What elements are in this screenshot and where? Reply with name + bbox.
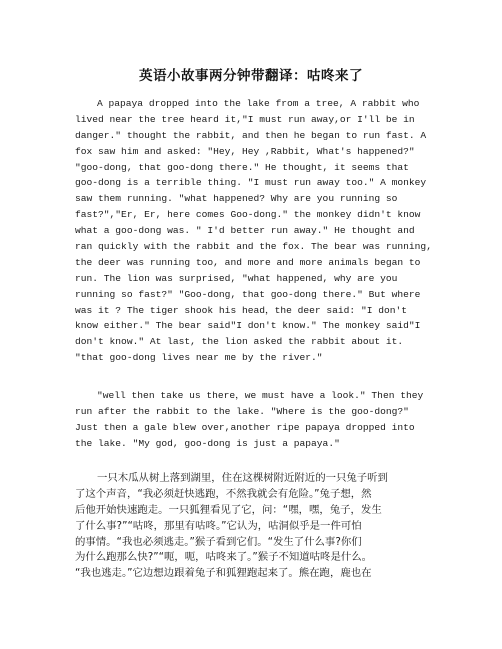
- text-line: was it ? The tiger shook his head，the deer said: "I don't: [75, 304, 407, 316]
- english-paragraph-2: [75, 388, 435, 452]
- text-line: lived near the tree heard it,"I must run away,or I'll be in: [75, 113, 415, 125]
- text-line: goo-dong is a terrible thing. "I must run away too." A monkey: [75, 177, 427, 189]
- text-line: "well then take us there，we must have a look." Then they: [97, 390, 424, 401]
- text-line: running so fast?" "Goo-dong, that goo-dong there." But where: [75, 288, 421, 300]
- text-line: know either." The bear said"I don't know." The monkey said"I: [75, 320, 421, 332]
- text-line: “我也逃走。”它边想边跟着兔子和狐狸跑起来了。熊在跑，鹿也在: [75, 567, 372, 580]
- text-line: "that goo-dong lives near me by the river.": [75, 352, 323, 364]
- text-line: 为什么跑那么快?”“呃，呃，咕咚来了。”猴子不知道咕咚是什么。: [75, 551, 373, 564]
- text-line: fast?","Er, Er, here comes Goo-dong." the monkey didn't know: [75, 209, 421, 221]
- text-line: A papaya dropped into the lake from a tree, A rabbit who: [97, 98, 420, 109]
- text-line: 的事情。“我也必须逃走。”猴子看到它们。“发生了什么事?你们: [75, 535, 362, 548]
- text-line: ran quickly with the rabbit and the fox. The bear was running,: [75, 241, 432, 253]
- text-line: danger." thought the rabbit, and then he began to run fast. A: [75, 129, 427, 141]
- document-title: 英语小故事两分钟带翻译：咕咚来了: [139, 68, 363, 84]
- text-line: 了这个声音，“我必须赶快逃跑，不然我就会有危险。”兔子想，然: [75, 487, 372, 500]
- text-line: what a goo-dong was. " I'd better run away." He thought and: [75, 225, 415, 237]
- text-line: run. The lion was surprised, "what happened, why are you: [75, 272, 398, 284]
- text-line: 一只木瓜从树上落到湖里，住在这棵树附近附近的一只兔子听到: [97, 472, 388, 484]
- text-line: run after the rabbit to the lake. "Where is the goo-dong?": [75, 405, 409, 417]
- chinese-paragraph: [75, 471, 435, 582]
- text-line: "goo-dong, that goo-dong there." He thought, it seems that: [75, 161, 409, 173]
- text-line: Just then a gale blew over,another ripe papaya dropped into: [75, 421, 415, 433]
- text-line: don't know." At last, the lion asked the rabbit about it.: [75, 336, 404, 348]
- text-line: the deer was running too, and more and more animals began to: [75, 256, 421, 268]
- text-line: 了什么事?”“咕咚，那里有咕咚。”它认为，咕洞似乎是一件可怕: [75, 519, 362, 532]
- text-line: the lake. "My god, goo-dong is just a papaya.": [75, 437, 340, 449]
- english-paragraph-1: [75, 96, 435, 366]
- text-line: 后他开始快速跑走。一只狐狸看见了它，问：“嘿，嘿，兔子，发生: [75, 503, 382, 516]
- text-line: fox saw him and asked: "Hey, Hey ,Rabbit, What's happened?": [75, 145, 415, 157]
- text-line: saw them running. "what happened? Why are you running so: [75, 193, 398, 205]
